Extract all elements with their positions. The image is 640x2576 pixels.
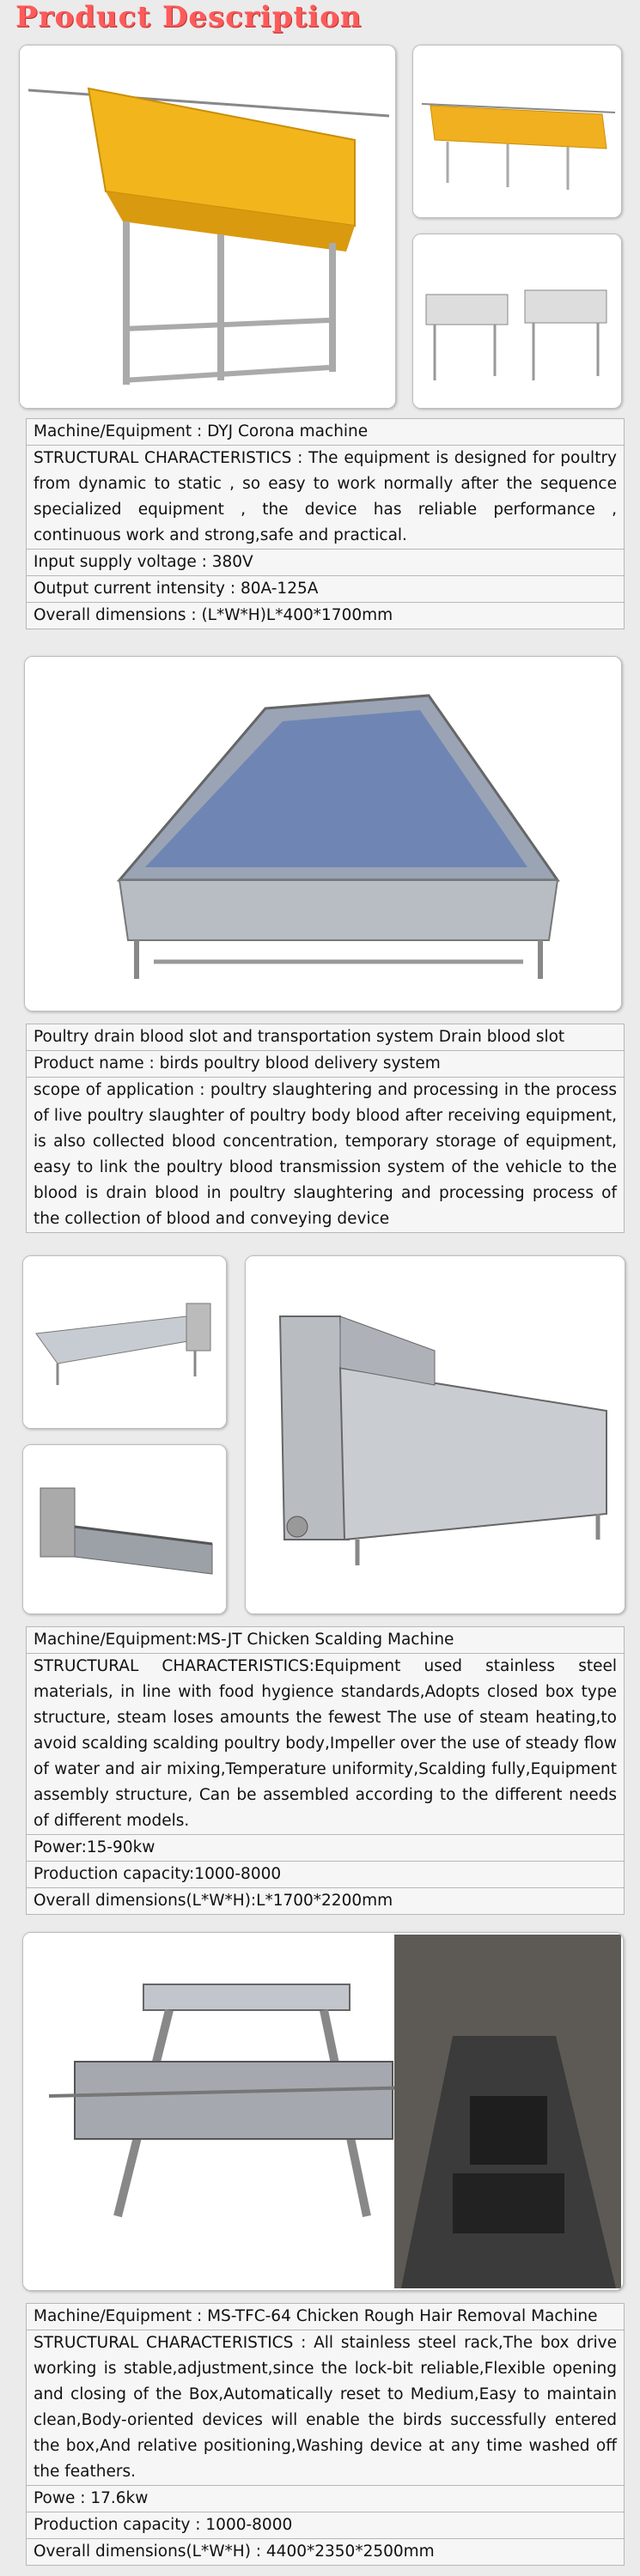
corona-machine-photo-pair (412, 234, 622, 409)
power: Powe : 17.6kw (27, 2486, 624, 2512)
structural-characteristics: STRUCTURAL CHARACTERISTICS : The equipment is designed for poultry from dynamic to static , so easy to work normally after the sequence specialized equipment , the device has reliable performance , continuous work and strong,safe and practical. (27, 446, 624, 550)
corona-machine-photo-main (19, 45, 396, 409)
page-title: Product Description (15, 0, 363, 34)
overall-dimensions: Overall dimensions : (L*W*H)L*400*1700mm (34, 606, 393, 624)
section-title: Poultry drain blood slot and transportation system Drain blood slot (27, 1024, 624, 1051)
machine-name: Machine/Equipment : DYJ Corona machine (27, 419, 624, 446)
scope-of-application: scope of application : poultry slaughtering and processing in the process of live poultry slaughter of poultry body blood after receiving equipment, is also collected blood concentration, temporary storage of equipment, easy to link the poultry blood transmission system of the vehicle to the blood is drain blood in poultry slaughtering and processing process of the collection of blood and conveying device (34, 1081, 617, 1228)
blood-slot-spec-table (26, 1024, 625, 1233)
scalding-machine-photo-small-1 (22, 1255, 227, 1429)
scalding-spec-table (26, 1626, 625, 1915)
scalding-machine-photo-large (245, 1255, 625, 1614)
product-name: Product name : birds poultry blood delivery system (27, 1051, 624, 1078)
power: Power:15-90kw (27, 1835, 624, 1862)
overall-dimensions: Overall dimensions(L*W*H):L*1700*2200mm (34, 1892, 393, 1910)
hair-removal-machine-photo (22, 1932, 624, 2291)
machine-name: Machine/Equipment:MS-JT Chicken Scalding Machine (27, 1627, 624, 1654)
blood-slot-photo (24, 656, 622, 1012)
corona-spec-table (26, 418, 625, 629)
overall-dimensions: Overall dimensions(L*W*H) : 4400*2350*2500mm (34, 2543, 435, 2561)
production-capacity: Production capacity:1000-8000 (27, 1862, 624, 1888)
machine-name: Machine/Equipment : MS-TFC-64 Chicken Rough Hair Removal Machine (27, 2304, 624, 2330)
corona-machine-photo-side (412, 45, 622, 218)
structural-characteristics: STRUCTURAL CHARACTERISTICS : All stainless steel rack,The box drive working is stable,adjustment,since the lock-bit reliable,Flexible opening and closing of the Box,Automatically reset to Medium,Easy to maintain clean,Body-oriented devices will enable the birds successfully entered the box,And relative positioning,Washing device at any time washed off the feathers. (27, 2330, 624, 2486)
production-capacity: Production capacity : 1000-8000 (27, 2512, 624, 2539)
input-voltage: Input supply voltage : 380V (27, 550, 624, 576)
scalding-machine-photo-small-2 (22, 1444, 227, 1614)
hair-removal-spec-table (26, 2303, 625, 2566)
structural-characteristics: STRUCTURAL CHARACTERISTICS:Equipment used stainless steel materials, in line with food hygience standards,Adopts closed box type structure, steam loses amounts the fewest The use of steam heating,to avoid scalding scalding poultry body,Impeller over the use of steady flow of water and air mixing,Temperature uniformity,Scalding fully,Equipment assembly structure, Can be assembled according to the different needs of different models. (27, 1654, 624, 1835)
output-current: Output current intensity : 80A-125A (27, 576, 624, 603)
